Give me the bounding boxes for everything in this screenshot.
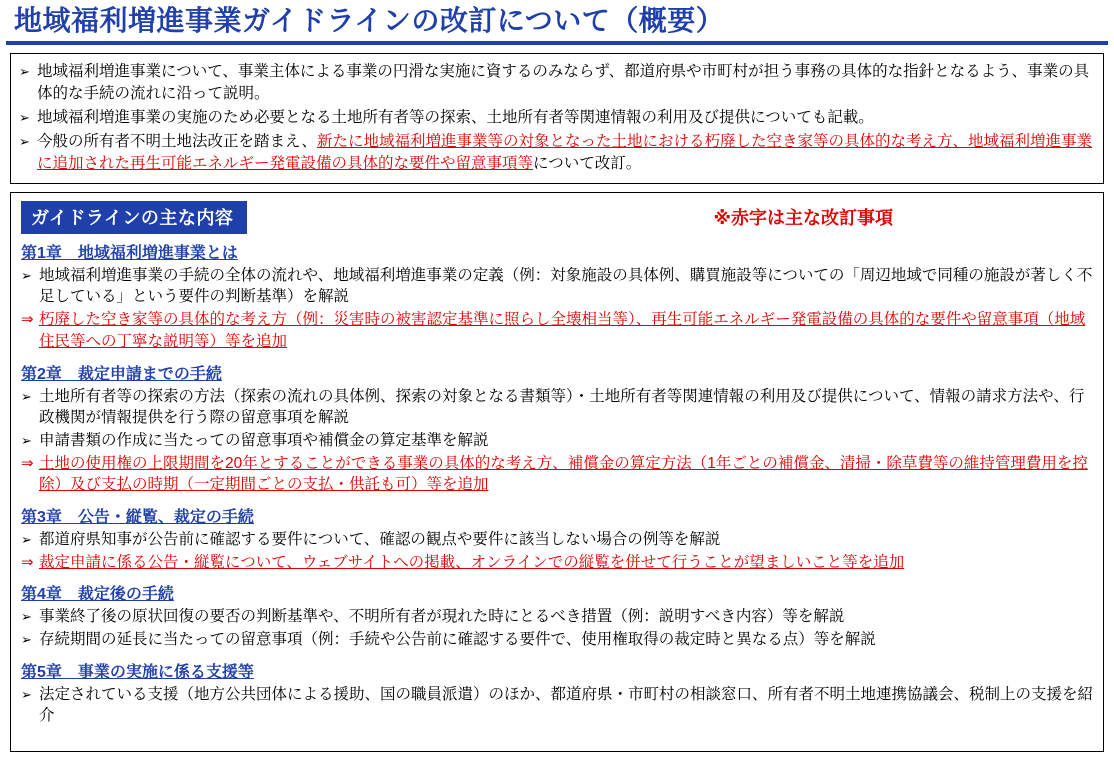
- chapter-bullet-line: [21, 606, 1093, 628]
- summary-bullet-item: [19, 107, 1095, 129]
- title-divider: [6, 41, 1108, 45]
- chapter-line-text: [39, 265, 1093, 308]
- chapter-list: [21, 240, 1093, 727]
- chapter-bullet-line: [21, 529, 1093, 551]
- chapter-revision-line: [21, 309, 1093, 352]
- arrow-right-icon: ⇒: [21, 553, 34, 571]
- text-segment: 土地の使用権の上限期間を20年とすることができる事業の具体的な考え方、補償金の算定方法（1年ごとの補償金、清掃・除草費等の維持管理費用を控除）及び支払の時期（一定期間ごとの支払・供託も可）等を追加: [39, 454, 1088, 494]
- page-title: 地域福利増進事業ガイドラインの改訂について（概要）: [14, 5, 725, 36]
- chapter-line-text: [39, 529, 1093, 551]
- summary-bullet-text: [37, 61, 1095, 105]
- bullet-arrow-icon: ➢: [19, 63, 30, 79]
- chapter-heading: 第5章 事業の実施に係る支援等: [21, 663, 254, 681]
- text-segment: 地域福利増進事業の手続の全体の流れや、地域福利増進事業の定義（例：対象施設の具体例、購買施設等についての「周辺地域で同種の施設が著しく不足している」という要件の判断基準）を解説: [39, 266, 1093, 306]
- bullet-arrow-icon: ➢: [21, 267, 32, 283]
- bullet-arrow-icon: ➢: [21, 686, 32, 702]
- guideline-content-box: [10, 192, 1104, 752]
- summary-bullet-item: [19, 61, 1095, 105]
- chapter-bullet-line: [21, 386, 1093, 429]
- text-segment: 存続期間の延長に当たっての留意事項（例：手続や公告前に確認する要件で、使用権取得の裁定時と異なる点）等を解説: [39, 631, 876, 649]
- summary-bullet-text: [37, 107, 1095, 129]
- text-segment: 今般の所有者不明土地法改正を踏まえ、: [37, 132, 317, 150]
- text-segment: 都道府県知事が公告前に確認する要件について、確認の観点や要件に該当しない場合の例等を解説: [39, 530, 721, 548]
- chapter-block: [21, 361, 1093, 496]
- chapter-line-text: [39, 606, 1093, 628]
- text-segment: 土地所有者等の探索の方法（探索の流れの具体例、探索の対象となる書類等）・土地所有者等関連情報の利用及び提供について、情報の請求方法や、行政機関が情報提供を行う際の留意事項を解説: [39, 387, 1085, 427]
- text-segment: 朽廃した空き家等の具体的な考え方（例：災害時の被害認定基準に照らし全壊相当等）、再生可能エネルギー発電設備の具体的な要件や留意事項（地域住民等への丁寧な説明等）等を追加: [39, 311, 1086, 350]
- chapter-line-text: [39, 386, 1093, 429]
- bullet-arrow-icon: ➢: [19, 109, 30, 125]
- summary-box: [10, 53, 1104, 184]
- bullet-arrow-icon: ➢: [21, 388, 32, 404]
- summary-bullet-text: [37, 131, 1095, 175]
- content-header: [21, 201, 1093, 234]
- chapter-line-text: [39, 684, 1093, 727]
- text-segment: について改訂。: [533, 154, 642, 172]
- chapter-revision-line: [21, 552, 1093, 574]
- chapter-line-text: [39, 552, 1093, 574]
- chapter-block: [21, 504, 1093, 573]
- chapter-heading: 第4章 裁定後の手続: [21, 586, 174, 604]
- summary-bullet-item: [19, 131, 1095, 175]
- chapter-block: [21, 581, 1093, 650]
- arrow-right-icon: ⇒: [21, 454, 34, 472]
- summary-list: [19, 61, 1095, 175]
- chapter-line-text: [39, 453, 1093, 496]
- chapter-bullet-line: [21, 684, 1093, 727]
- chapter-block: [21, 659, 1093, 727]
- text-segment: 裁定申請に係る公告・縦覧について、ウェブサイトへの掲載、オンラインでの縦覧を併せて行うことが望ましいこと等を追加: [39, 553, 905, 571]
- text-segment: 新たに地域福利増進事業等の対象となった土地における朽廃した空き家等の具体的な考え方、地域福利増進事業に追加された再生可能エネルギー発電設備の具体的な要件や留意事項等: [37, 132, 1092, 172]
- chapter-line-text: [39, 629, 1093, 651]
- bullet-arrow-icon: ➢: [21, 632, 32, 648]
- bullet-arrow-icon: ➢: [21, 531, 32, 547]
- chapter-heading: 第1章 地域福利増進事業とは: [21, 244, 238, 262]
- text-segment: 法定されている支援（地方公共団体による援助、国の職員派遣）のほか、都道府県・市町村の相談窓口、所有者不明土地連携協議会、税制上の支援を紹介: [39, 685, 1094, 725]
- chapter-revision-line: [21, 453, 1093, 496]
- text-segment: 申請書類の作成に当たっての留意事項や補償金の算定基準を解説: [39, 431, 489, 449]
- chapter-line-text: [39, 430, 1093, 452]
- text-segment: 地域福利増進事業について、事業主体による事業の円滑な実施に資するのみならず、都道府県や市町村が担う事務の具体的な指針となるよう、事業の具体的な手続の流れに沿って説明。: [37, 62, 1090, 102]
- bullet-arrow-icon: ➢: [19, 133, 30, 149]
- text-segment: 事業終了後の原状回復の要否の判断基準や、不明所有者が現れた時にとるべき措置（例：説明すべき内容）等を解説: [39, 608, 845, 626]
- chapter-heading: 第2章 裁定申請までの手続: [21, 365, 222, 383]
- content-banner-label: ガイドラインの主な内容: [21, 201, 247, 234]
- chapter-bullet-line: [21, 430, 1093, 452]
- text-segment: 地域福利増進事業の実施のため必要となる土地所有者等の探索、土地所有者等関連情報の利用及び提供についても記載。: [37, 108, 874, 126]
- title-block: [0, 0, 1114, 37]
- chapter-block: [21, 240, 1093, 353]
- chapter-bullet-line: [21, 265, 1093, 308]
- red-text-note: ※赤字は主な改訂事項: [713, 208, 893, 229]
- chapter-heading: 第3章 公告・縦覧、裁定の手続: [21, 508, 254, 526]
- arrow-right-icon: ⇒: [21, 311, 34, 329]
- chapter-bullet-line: [21, 629, 1093, 651]
- bullet-arrow-icon: ➢: [21, 432, 32, 448]
- chapter-line-text: [39, 309, 1093, 352]
- bullet-arrow-icon: ➢: [21, 609, 32, 625]
